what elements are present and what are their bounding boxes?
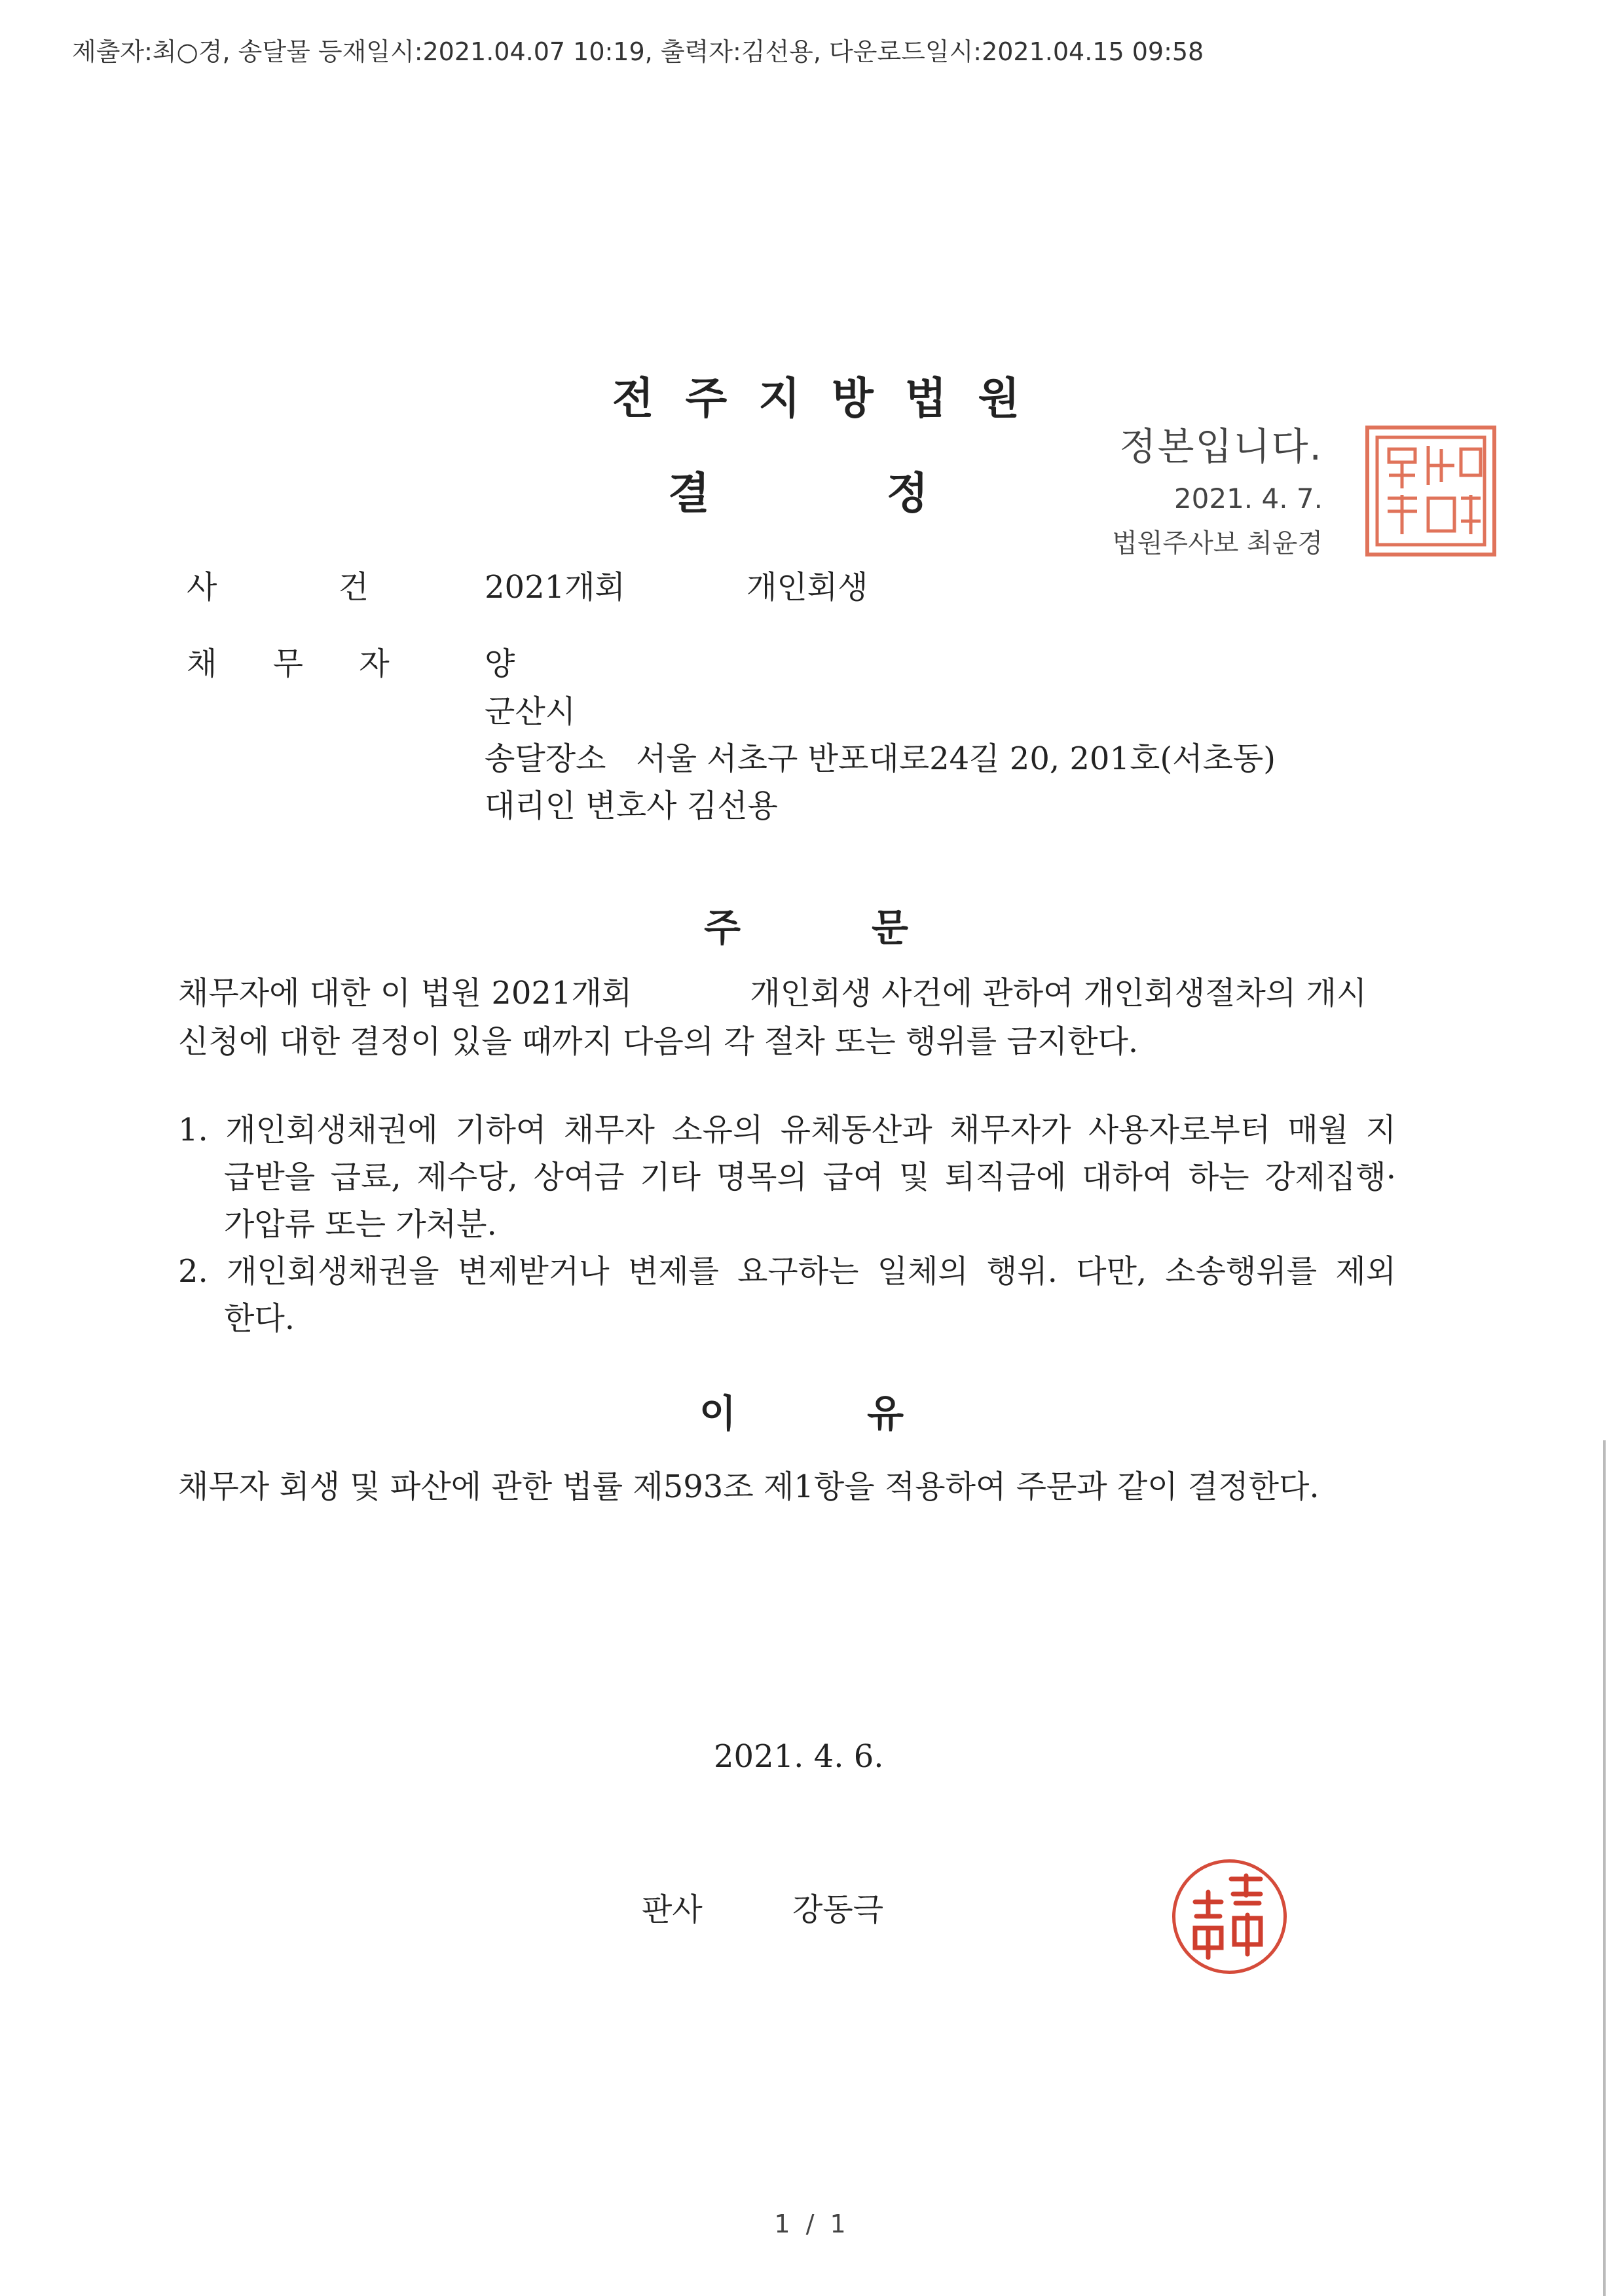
judge-name: 강동극 xyxy=(792,1891,884,1928)
reason-text: 채무자 회생 및 파산에 관한 법률 제593조 제1항을 적용하여 주문과 같이 결정한다. xyxy=(178,1468,1320,1505)
order-intro: 채무자에 대한 이 법원 2021개회 개인회생 사건에 관하여 개인회생절차의 개시 신청에 대한 결정이 있을 때까지 다음의 각 절차 또는 행위를 금지한다. xyxy=(178,975,1367,1060)
page-number: 1 / 1 xyxy=(774,2210,850,2238)
document-title-b: 정 xyxy=(886,468,929,519)
order-title: 주 문 xyxy=(704,905,909,950)
decision-date: 2021. 4. 6. xyxy=(714,1738,884,1775)
service-place-label: 송달장소 xyxy=(485,740,606,777)
court-seal-icon xyxy=(1365,426,1496,556)
court-name: 전주지방법원 xyxy=(612,373,1052,424)
attorney: 대리인 변호사 김선용 xyxy=(485,788,778,824)
judge-seal-icon xyxy=(1172,1859,1287,1974)
order-item-1: 1. 개인회생채권에 기하여 채무자 소유의 유체동산과 채무자가 사용자로부터 매월 지 급받을 급료, 제수당, 상여금 기타 명목의 급여 및 퇴직금에 대하여 하는 강제집행· 가압류 또는 가처분. xyxy=(178,1112,1396,1243)
judge-label: 판사 xyxy=(642,1891,703,1928)
debtor-name: 양 xyxy=(485,646,515,682)
reason-title: 이 유 xyxy=(699,1391,904,1436)
service-place-address: 서울 서초구 반포대로24길 20, 201호(서초동) xyxy=(636,740,1276,777)
certification-clerk: 법원주사보 최윤경 xyxy=(1112,528,1323,558)
service-place xyxy=(485,733,1276,778)
case-number: 2021개회 xyxy=(485,569,625,606)
document-title xyxy=(668,458,929,520)
order-item-2: 2. 개인회생채권을 변제받거나 변제를 요구하는 일체의 행위. 다만, 소송행위를 제외 한다. xyxy=(178,1253,1396,1337)
debtor-label: 채 무 자 xyxy=(187,646,390,682)
case-label: 사 건 xyxy=(187,569,369,606)
case-type: 개인회생 xyxy=(747,569,868,606)
scan-edge-divider xyxy=(1603,1440,1606,2296)
submission-header: 제출자:최○경, 송달물 등재일시:2021.04.07 10:19, 출력자:김선용, 다운로드일시:2021.04.15 09:58 xyxy=(72,37,1204,66)
document-title-a: 결 xyxy=(668,468,710,519)
debtor-address: 군산시 xyxy=(485,693,576,730)
certification-block xyxy=(1080,416,1323,560)
certification-date: 2021. 4. 7. xyxy=(1173,483,1323,515)
certification-stamp-text: 정본입니다. xyxy=(1119,424,1323,469)
